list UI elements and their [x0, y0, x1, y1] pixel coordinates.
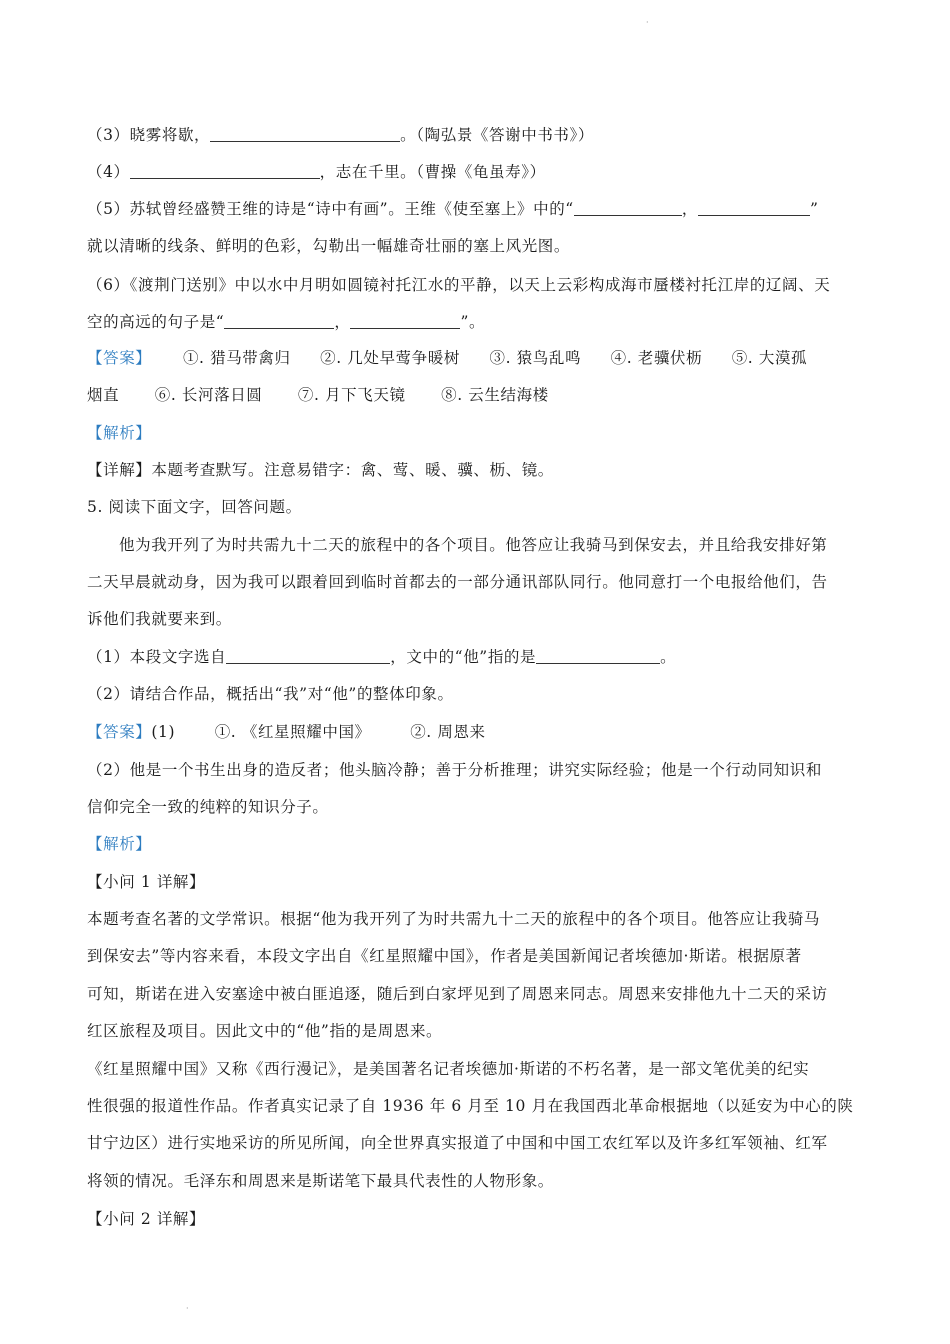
- analysis-tag: 【解析】: [87, 424, 152, 442]
- blank: [224, 314, 334, 329]
- analysis-tag: 【解析】: [87, 835, 152, 853]
- detail-line: 【详解】本题考查默写。注意易错字：禽、莺、暖、骥、枥、镜。: [87, 461, 554, 479]
- bottom-dot: ·: [186, 1304, 189, 1313]
- paragraph-line: 就以清晰的线条、鲜明的色彩，勾勒出一幅雄奇壮丽的塞上风光图。: [87, 237, 571, 255]
- passage-line: 二天早晨就动身，因为我可以跟着回到临时首都去的一部分通讯部队同行。他同意打一个电报给他们，告: [87, 573, 828, 591]
- blank: [350, 314, 460, 329]
- blank: [698, 201, 810, 216]
- answer-line-2: 【答案】(1) ①. 《红星照耀中国》 ②. 周恩来: [87, 723, 486, 741]
- fill-blank-5: （5）苏轼曾经盛赞王维的诗是“诗中有画”。王维《使至塞上》中的“ ， ”: [87, 200, 819, 218]
- fill-blank-6-cont: 空的高远的句子是“ ， ”。: [87, 313, 486, 331]
- blank: [536, 649, 660, 664]
- answer-line: 【答案】 ①. 猎马带禽归 ②. 几处早莺争暖树 ③. 猿鸟乱鸣 ④. 老骥伏枥 ⑤. 大漠孤: [87, 349, 808, 367]
- sub-detail-2-title: 【小问 2 详解】: [87, 1210, 206, 1228]
- answer-text: 信仰完全一致的纯粹的知识分子。: [87, 798, 329, 816]
- fill-blank-4: （4） ，志在千里。（曹操《龟虽寿》）: [87, 163, 546, 181]
- sub-detail-1-title: 【小问 1 详解】: [87, 873, 206, 891]
- blank: [574, 201, 682, 216]
- explanation-line: 到保安去”等内容来看，本段文字出自《红星照耀中国》，作者是美国新闻记者埃德加·斯诺。根据原著: [87, 947, 802, 965]
- fill-blank-3: （3）晓雾将歇， 。（陶弘景《答谢中书书》）: [87, 126, 594, 144]
- fill-blank-6: （6）《渡荆门送别》中以水中月明如圆镜衬托江水的平静，以天上云彩构成海市蜃楼衬托江岸的辽阔、天: [87, 276, 831, 294]
- answer-tag: 【答案】: [87, 723, 152, 741]
- blank: [226, 649, 390, 664]
- explanation-line: 可知，斯诺在进入安塞途中被白匪追逐，随后到白家坪见到了周恩来同志。周恩来安排他九十二天的采访: [87, 985, 828, 1003]
- sub-question-1: （1）本段文字选自 ，文中的“他”指的是 。: [87, 648, 677, 666]
- explanation-line: 本题考查名著的文学常识。根据“他为我开列了为时共需九十二天的旅程中的各个项目。他答应让我骑马: [87, 910, 821, 928]
- answer-line-cont: 烟直 ⑥. 长河落日圆 ⑦. 月下飞天镜 ⑧. 云生结海楼: [87, 386, 549, 404]
- explanation-line: 《红星照耀中国》又称《西行漫记》，是美国著名记者埃德加·斯诺的不朽名著，是一部文笔优美的纪实: [87, 1060, 810, 1078]
- explanation-line: 将领的情况。毛泽东和周恩来是斯诺笔下最具代表性的人物形象。: [87, 1172, 554, 1190]
- explanation-line: 性很强的报道性作品。作者真实记录了自 1936 年 6 月至 10 月在我国西北革命根据地（以延安为中心的陕: [87, 1097, 854, 1115]
- top-dot: ·: [646, 18, 649, 27]
- blank: [210, 127, 400, 142]
- blank: [130, 164, 320, 179]
- sub-question-2: （2）请结合作品，概括出“我”对“他”的整体印象。: [87, 685, 454, 703]
- answer-tag: 【答案】: [87, 349, 152, 367]
- passage-line: 他为我开列了为时共需九十二天的旅程中的各个项目。他答应让我骑马到保安去，并且给我安排好第: [119, 536, 828, 554]
- passage-line: 诉他们我就要来到。: [87, 610, 232, 628]
- explanation-line: 甘宁边区）进行实地采访的所见所闻，向全世界真实报道了中国和中国工农红军以及许多红军领袖、红军: [87, 1134, 828, 1152]
- question-5-title: 5. 阅读下面文字，回答问题。: [87, 498, 302, 516]
- answer-text: （2）他是一个书生出身的造反者；他头脑冷静；善于分析推理；讲究实际经验；他是一个行动同知识和: [87, 761, 822, 779]
- explanation-line: 红区旅程及项目。因此文中的“他”指的是周恩来。: [87, 1022, 443, 1040]
